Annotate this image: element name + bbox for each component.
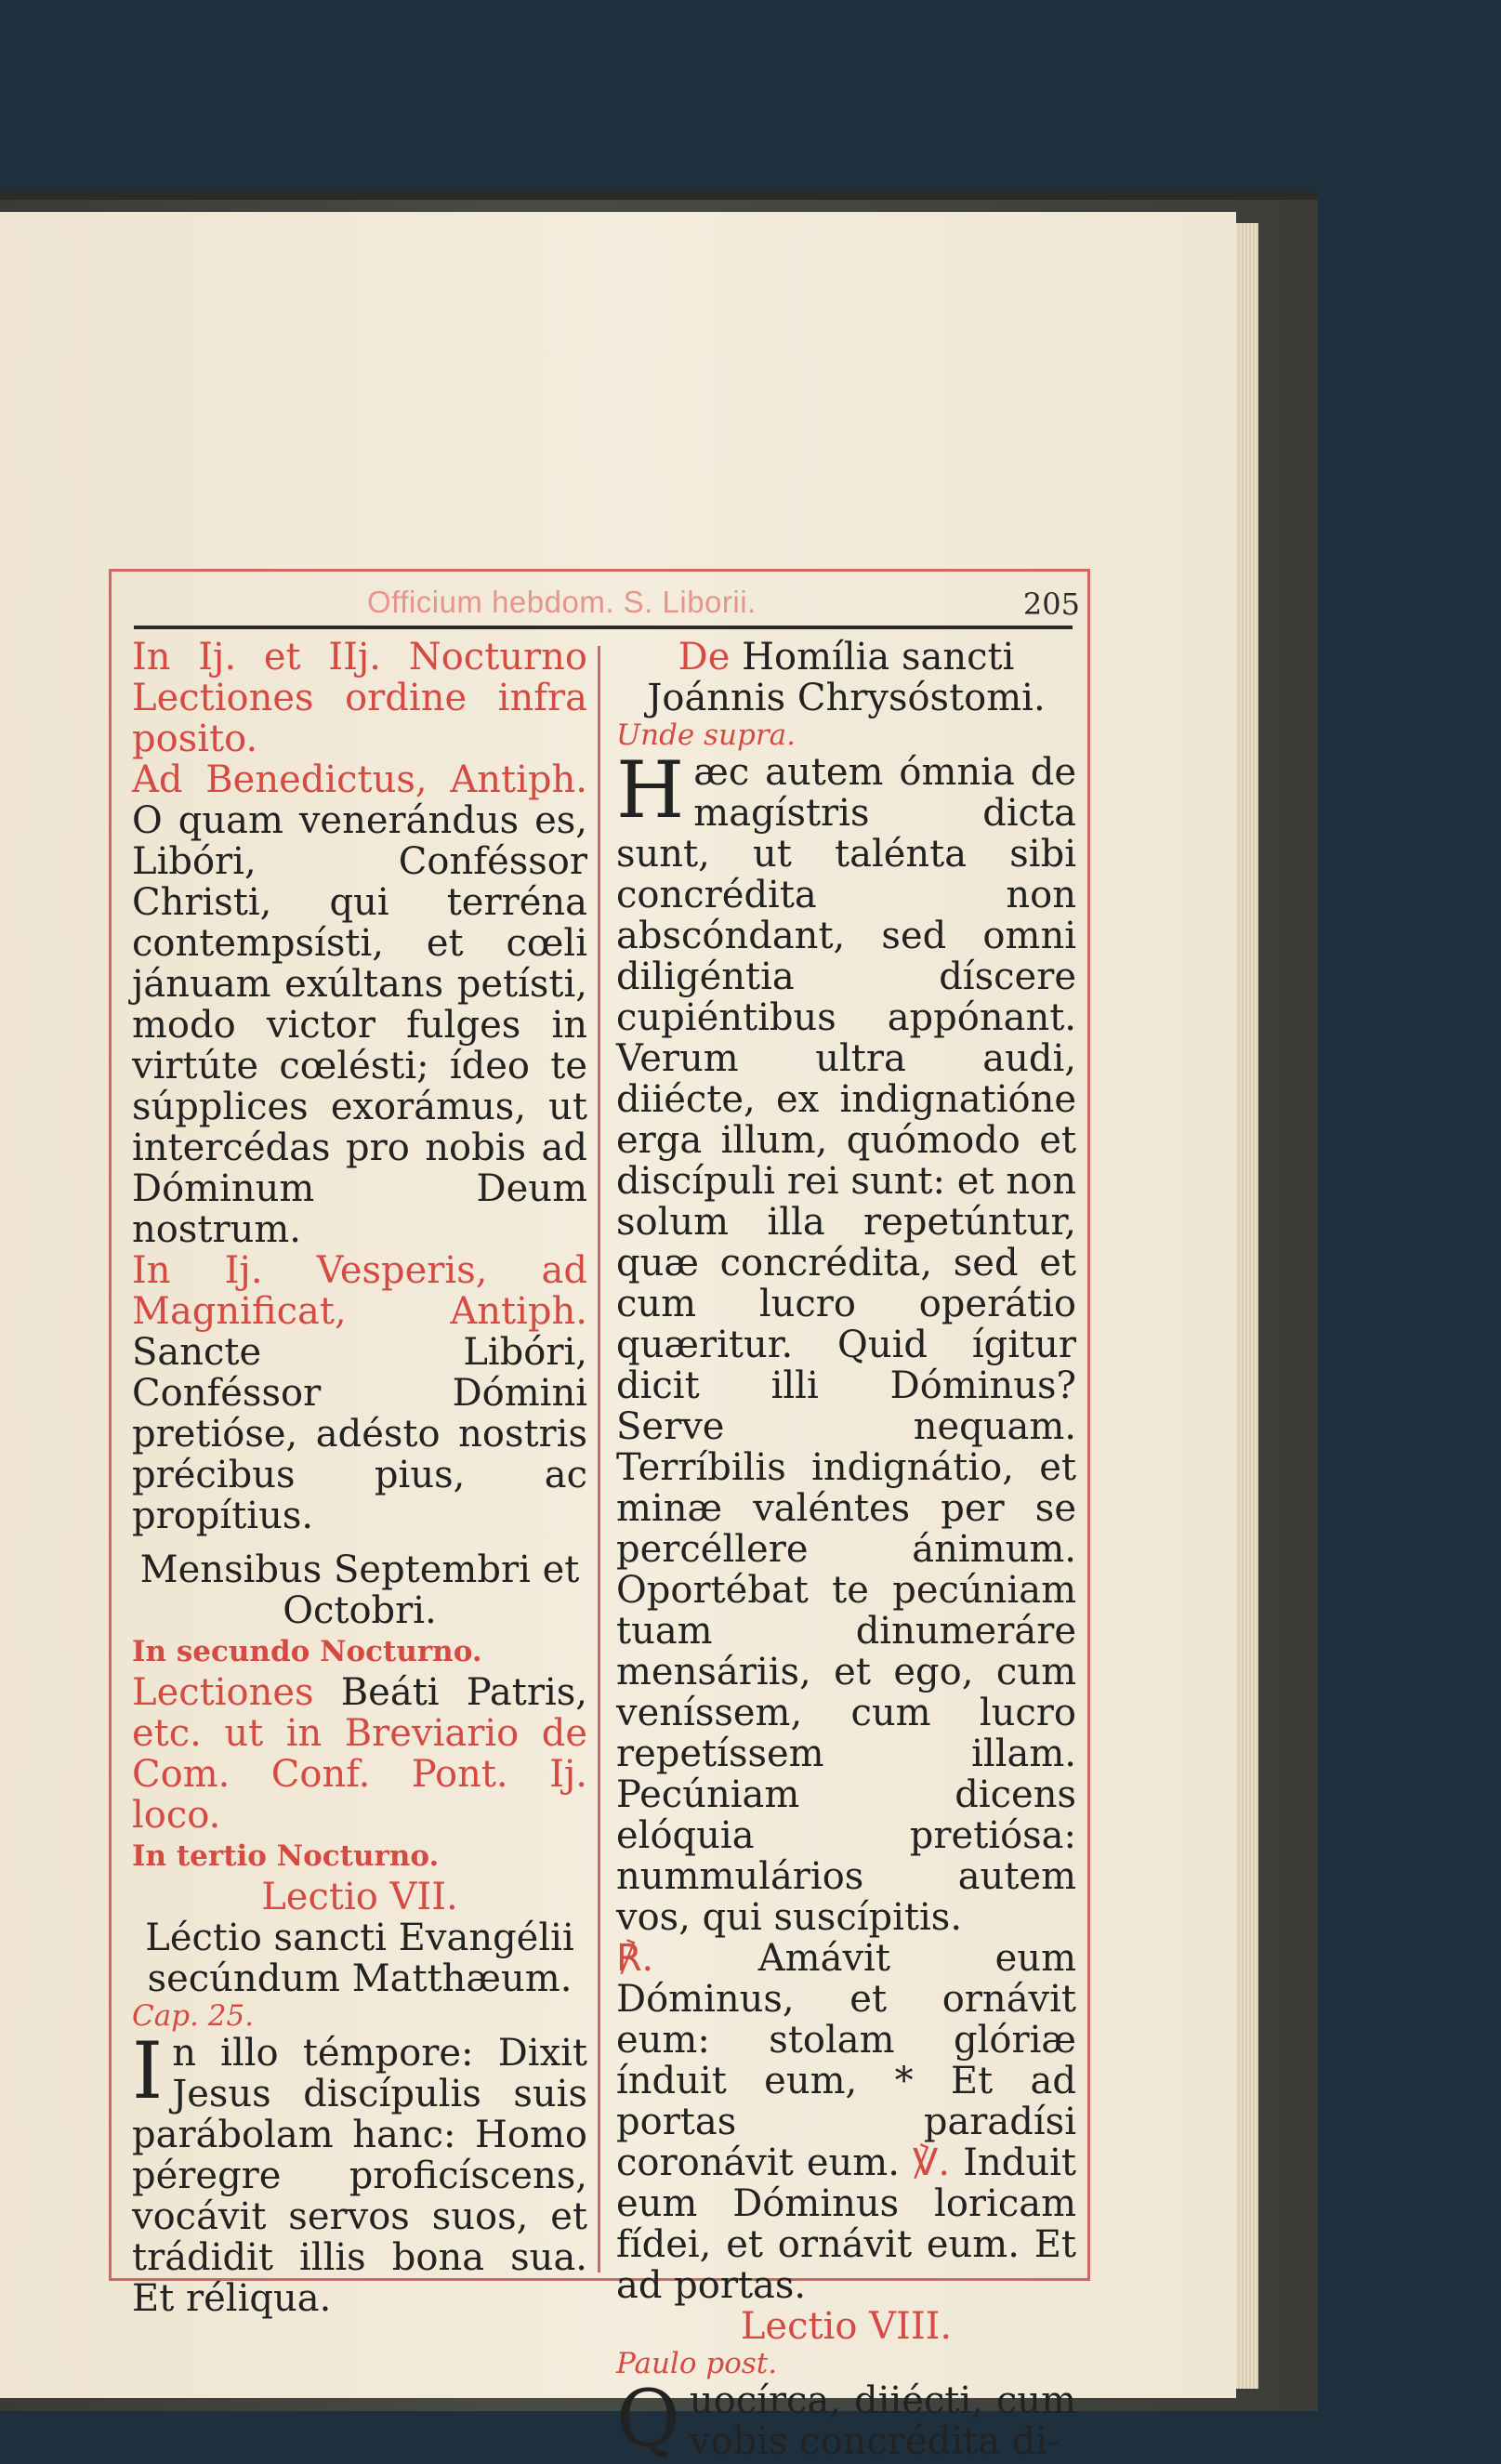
left-column bbox=[132, 637, 587, 2319]
responsory-text: Amávit eum Dóminus, et ornávit eum: stolam glóriæ índuit eum, * Et ad portas paradísi coronávit eum. bbox=[616, 1937, 1076, 2184]
gospel-title: Léctio sancti Evangélii secúndum Matthæum. bbox=[145, 1917, 574, 2000]
unde-supra: Unde supra. bbox=[616, 718, 797, 752]
heading-second-nocturn: In secundo Nocturno. bbox=[132, 1635, 482, 1668]
homily-title-text: Homília sancti Joánnis Chrysóstomi. bbox=[647, 636, 1046, 719]
book-page bbox=[0, 212, 1236, 2464]
chapter-ref: Cap. 25. bbox=[132, 1999, 255, 2033]
rubric-nocturns: In Ij. et IIj. Nocturno Lectiones ordine infra posito. bbox=[132, 636, 587, 760]
rubric-lessons-ref: etc. ut in Breviario de Com. Conf. Pont. Ij. loco. bbox=[132, 1712, 587, 1837]
rubric-benedictus: Ad Benedictus, Antiph. bbox=[132, 758, 587, 801]
antiphon-benedictus bbox=[132, 759, 587, 1250]
responsory bbox=[616, 1938, 1076, 2306]
antiphon-magnificat-text: Sancte Libóri, Conféssor Dómini pretióse, adésto nostris précibus pius, ac propítius. bbox=[132, 1331, 587, 1537]
header-rule bbox=[134, 626, 1073, 629]
paulo-post: Paulo post. bbox=[616, 2347, 778, 2380]
section-months: Mensibus Septembri et Octobri. bbox=[139, 1548, 580, 1632]
homily-title bbox=[616, 637, 1076, 718]
right-column bbox=[616, 637, 1076, 2462]
lectio-viii-heading: Lectio VIII. bbox=[740, 2305, 953, 2348]
versicle-text: Induit eum Dóminus loricam fídei, et ornávit eum. Et ad portas. bbox=[616, 2141, 1076, 2307]
drop-cap-i: I bbox=[132, 2025, 164, 2116]
lectio-vii-heading: Lectio VII. bbox=[261, 1876, 458, 1918]
drop-cap-q: Q bbox=[616, 2373, 680, 2464]
lectio-viii-text: uocírca, diiécti, cum vobis concrédita di- bbox=[689, 2379, 1076, 2463]
running-head bbox=[112, 579, 1087, 626]
antiphon-benedictus-text: O quam venerándus es, Libóri, Conféssor Christi, qui terréna contempsísti, et cœli jánuam exúltans petísti, modo victor fulges in virtúte cœlésti; ídeo te súpplices exorámus, ut intercédas pro nobis ad Dóminum Deum nostrum. bbox=[132, 799, 587, 1251]
homily-text: æc autem ómnia de magístris dicta sunt, ut talénta sibi concrédita non abscóndant, sed omni diligéntia díscere cupiéntibus appónant. Verum ultra audi, diiécte, ex indignatióne erga illum, quómodo et discípuli rei sunt: et non solum illa repetúntur, quæ concrédita, sed et cum lucro operátio quæritur. Quid ígitur dicit illi Dóminus? Serve nequam. Terríbilis indignátio, et minæ valéntes per se percéllere ánimum. Oportébat te pecúniam tuam dinumeráre mensáriis, et ego, cum veníssem, cum lucro repetíssem illam. Pecúniam dicens elóquia pretiósa: nummulários autem vos, qui suscípitis. bbox=[616, 751, 1076, 1939]
antiphon-magnificat bbox=[132, 1250, 587, 1536]
rubric-lessons-patris: Beáti Patris, bbox=[340, 1671, 587, 1714]
responsory-symbol: ℟. bbox=[616, 1937, 654, 1980]
homily-paragraph bbox=[616, 744, 1076, 1939]
page-edges bbox=[1236, 223, 1258, 2389]
running-title: Officium hebdom. S. Liborii. bbox=[367, 585, 757, 619]
homily-prefix: De bbox=[678, 636, 731, 679]
rubric-lessons-label: Lectiones bbox=[132, 1671, 314, 1714]
heading-third-nocturn: In tertio Nocturno. bbox=[132, 1839, 440, 1873]
column-divider bbox=[598, 646, 600, 2273]
gospel-paragraph bbox=[132, 2025, 587, 2320]
versicle-symbol: ℣. bbox=[913, 2141, 951, 2184]
drop-cap-h: H bbox=[616, 744, 685, 836]
rubric-vespers: In Ij. Vesperis, ad Magnificat, Antiph. bbox=[132, 1249, 587, 1333]
lectio-viii-paragraph bbox=[616, 2373, 1076, 2464]
red-border-frame bbox=[109, 569, 1090, 2464]
page-number: 205 bbox=[1022, 586, 1080, 622]
rubric-lessons bbox=[132, 1672, 587, 1836]
gospel-text: n illo témpore: Dixit Jesus discípulis suis parábolam hanc: Homo péregre proficíscens, vocávit servos suos, et trádidit illis bona sua. Et réliqua. bbox=[132, 2032, 587, 2320]
